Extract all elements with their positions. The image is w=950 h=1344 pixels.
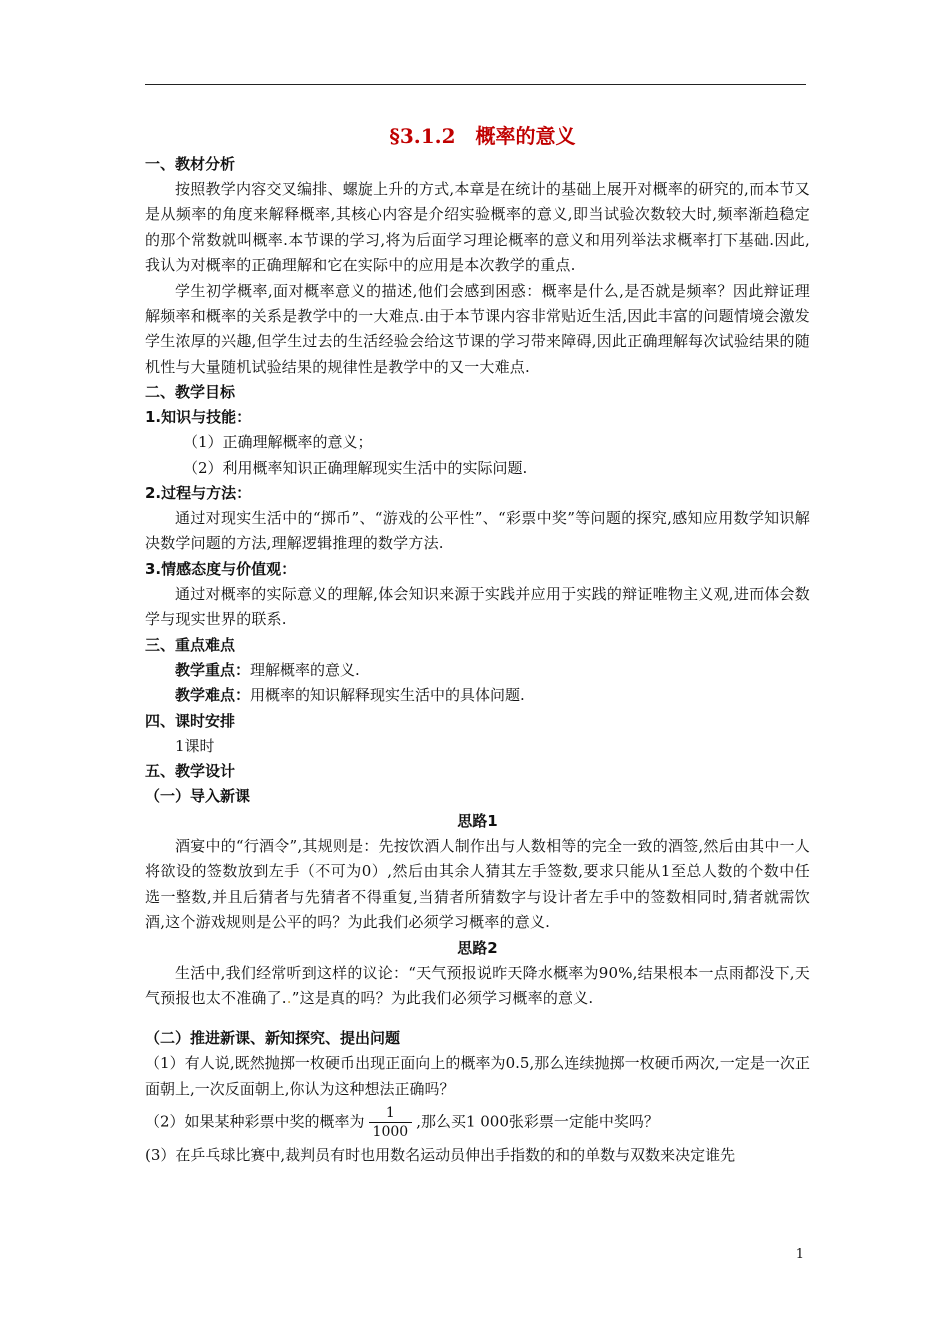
- paragraph: 按照教学内容交叉编排、螺旋上升的方式,本章是在统计的基础上展开对概率的研究的,而本节又是从频率的角度来解释概率,其核心内容是介绍实验概率的意义,即当试验次数较大时,频率渐趋稳定的那个常数就叫概率.本节课的学习,将为后面学习理论概率的意义和用列举法求概率打下基础.因此,我认为对概率的正确理解和它在实际中的应用是本次教学的重点.: [145, 180, 810, 275]
- idea-title: 思路1: [457, 811, 498, 830]
- document-body: [145, 120, 810, 1169]
- question-1: （1）有人说,既然抛掷一枚硬币出现正面向上的概率为0.5,那么连续抛掷一枚硬币两次,一定是一次正面朝上,一次反面朝上,你认为这种想法正确吗？: [145, 1054, 810, 1098]
- page-number: 1: [795, 1247, 804, 1262]
- difficult-point: [145, 683, 810, 708]
- section-heading-4: 四、课时安排: [145, 711, 236, 730]
- section-heading-2: 二、教学目标: [145, 383, 236, 402]
- difficult-label: 教学难点：: [175, 686, 251, 705]
- subheading: 3.情感态度与价值观：: [145, 559, 297, 578]
- question-2: [145, 1104, 810, 1141]
- section-heading-3: 三、重点难点: [145, 635, 236, 654]
- text-span: 生活中,我们经常听到这样的议论：“天气预报说昨天降水概率为90%,结果根本一点雨都没下,天气预报也太不准确了.: [145, 963, 810, 1007]
- paragraph: 酒宴中的“行酒令”,其规则是：先按饮酒人制作出与人数相等的完全一致的酒签,然后由其中一人将欲设的签数放到左手（不可为0）,然后由其余人猜其左手签数,要求只能从1至总人数的个数中任选一整数,并且后猜者与先猜者不得重复,当猜者所猜数字与设计者左手中的签数相同时,猜者就需饮酒,这个游戏规则是公平的吗？为此我们必须学习概率的意义.: [145, 836, 810, 932]
- section-heading-5: 五、教学设计: [145, 761, 236, 780]
- paragraph: [145, 961, 810, 1012]
- header-rule: [145, 84, 806, 85]
- fraction-denominator: 1000: [372, 1124, 409, 1141]
- difficult-text: 用概率的知识解释现实生活中的具体问题.: [250, 686, 525, 705]
- key-point: [145, 658, 810, 683]
- subheading: 1.知识与技能：: [145, 408, 252, 427]
- list-item: （1）正确理解概率的意义；: [183, 433, 373, 452]
- key-label: 教学重点：: [175, 660, 251, 679]
- class-hours: 1课时: [175, 736, 215, 755]
- text-span: （2）如果某种彩票中奖的概率为: [145, 1112, 365, 1131]
- subheading: 2.过程与方法：: [145, 484, 252, 503]
- page-title: §3.1.2 概率的意义: [389, 124, 576, 148]
- paragraph: 通过对概率的实际意义的理解,体会知识来源于实践并应用于实践的辩证唯物主义观,进而体会数学与现实世界的联系.: [145, 584, 810, 629]
- subheading: （二）推进新课、新知探究、提出问题: [145, 1029, 401, 1048]
- key-text: 理解概率的意义.: [250, 660, 360, 679]
- text-span: ”这是真的吗？为此我们必须学习概率的意义.: [291, 988, 594, 1007]
- text-span: ,那么买1 000张彩票一定能中奖吗？: [416, 1112, 659, 1131]
- paragraph: 通过对现实生活中的“掷币”、“游戏的公平性”、“彩票中奖”等问题的探究,感知应用数学知识解决数学问题的方法,理解逻辑推理的数学方法.: [145, 509, 810, 553]
- section-heading-1: 一、教材分析: [145, 155, 236, 173]
- list-item: （2）利用概率知识正确理解现实生活中的实际问题.: [183, 458, 528, 477]
- fraction: [369, 1104, 413, 1141]
- paragraph: 学生初学概率,面对概率意义的描述,他们会感到困惑：概率是什么,是否就是频率？因此辩证理解频率和概率的关系是教学中的一大难点.由于本节课内容非常贴近生活,因此丰富的问题情境会激发学生浓厚的兴趣,但学生过去的生活经验会给这节课的学习带来障碍,因此正确理解每次试验结果的随机性与大量随机试验结果的规律性是教学中的又一大难点.: [145, 281, 810, 376]
- stray-dot: .: [286, 988, 292, 1007]
- subheading: （一）导入新课: [145, 786, 251, 805]
- fraction-numerator: 1: [369, 1104, 413, 1123]
- question-3: (3）在乒乓球比赛中,裁判员有时也用数名运动员伸出手指数的和的单数与双数来决定谁先: [145, 1146, 736, 1165]
- idea-title: 思路2: [457, 938, 498, 957]
